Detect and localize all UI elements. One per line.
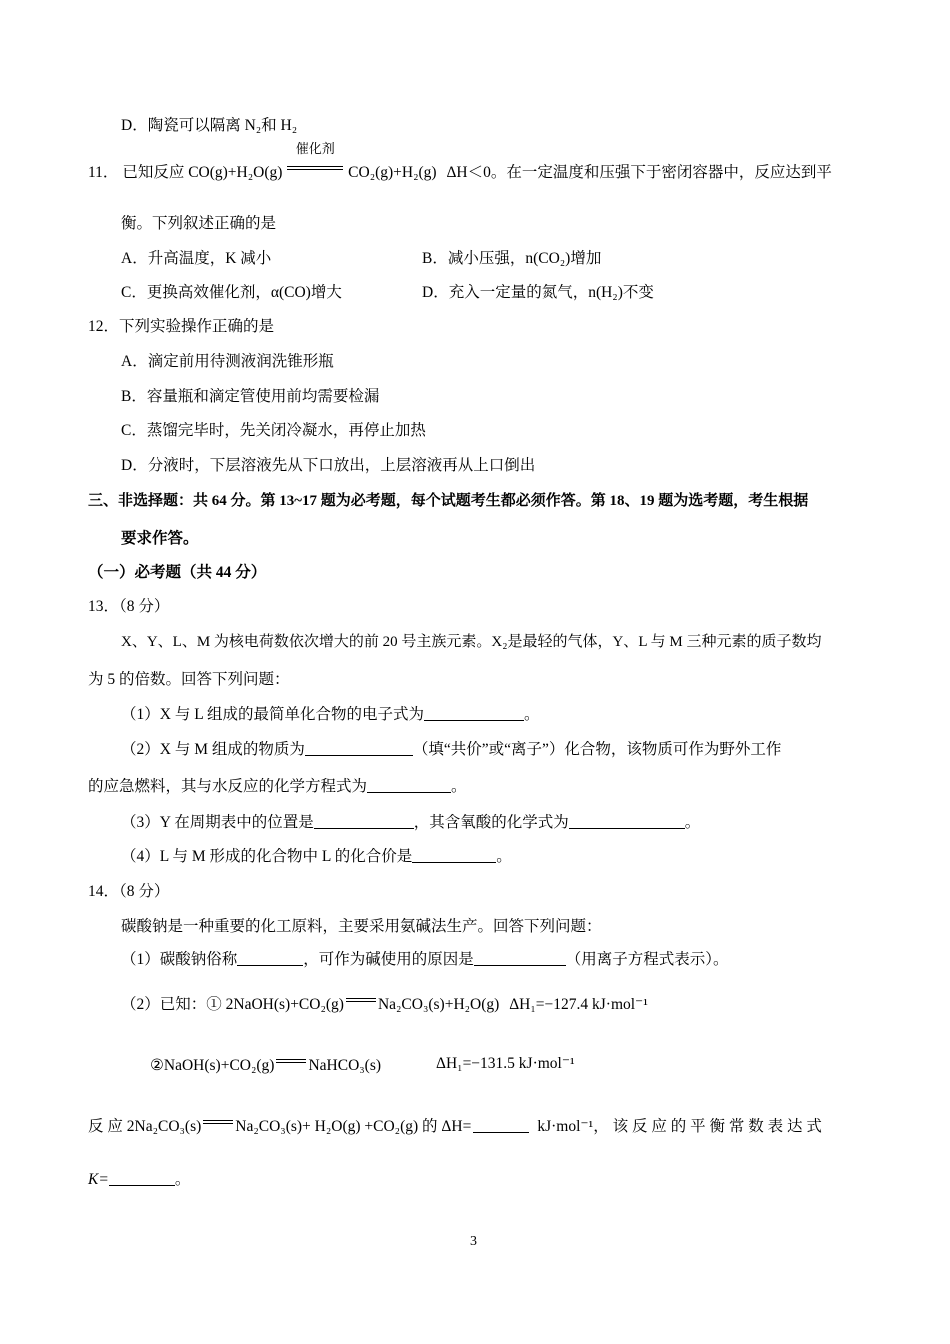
reaction2-reactants: ②NaOH(s)+CO₂(g): [150, 1057, 275, 1074]
reaction3-products: Na₂CO₃(s)+ H₂O(g) +CO₂(g) 的 ΔH=: [235, 1118, 472, 1135]
equals-sign: [346, 993, 376, 1007]
q14-heading: 14．（8 分）: [88, 883, 170, 900]
q14-intro: 碳酸钠是一种重要的化工原料，主要采用氨碱法生产。回答下列问题：: [121, 918, 602, 935]
q12-option-a: A．滴定前用待测液润洗锥形瓶: [121, 353, 334, 370]
q13-part1-end: 。: [523, 706, 540, 723]
answer-blank[interactable]: [569, 813, 685, 829]
q13-part2-cont: [88, 777, 467, 797]
q11-option-b: B．减小压强，n(CO₂)增加: [422, 250, 602, 267]
page-number: 3: [470, 1234, 477, 1249]
q13-part3-text: （3）Y 在周期表中的位置是: [121, 814, 314, 831]
q13-intro-line1: X、Y、L、M 为核电荷数依次增大的前 20 号主族元素。X₂是最轻的气体，Y、L 与 M 三种元素的质子数均: [121, 634, 822, 650]
q13-part1: [121, 705, 539, 725]
answer-blank[interactable]: [305, 740, 413, 756]
q13-intro-line2: 为 5 的倍数。回答下列问题：: [88, 671, 290, 688]
equals-sign: [276, 1054, 306, 1068]
q12-option-d: D．分液时，下层溶液先从下口放出，上层溶液再从上口倒出: [121, 457, 536, 474]
q14-part1: [121, 950, 729, 970]
answer-blank[interactable]: [314, 813, 414, 829]
k-label: K=: [88, 1171, 109, 1188]
reaction2-enthalpy: ΔH₁=−131.5 kJ·mol⁻¹: [436, 1055, 575, 1072]
q12-option-c: C．蒸馏完毕时，先关闭冷凝水，再停止加热: [121, 422, 426, 439]
q11-condition: ΔH＜0。在一定温度和压强下于密闭容器中，反应达到平: [446, 164, 832, 181]
reaction1-enthalpy: ΔH₁=−127.4 kJ·mol⁻¹: [509, 996, 648, 1013]
q11-stem-line1: [88, 141, 832, 183]
q14-reaction1: [121, 993, 648, 1015]
q13-part2-text: （2）X 与 M 组成的物质为: [121, 741, 305, 758]
q11-option-c: C．更换高效催化剂，α(CO)增大: [121, 284, 342, 301]
answer-blank[interactable]: [367, 777, 451, 793]
q13-part3: [121, 813, 700, 833]
q14-part1-text2: ，可作为碱使用的原因是: [303, 951, 474, 968]
answer-blank[interactable]: [412, 847, 496, 863]
answer-blank[interactable]: [237, 950, 303, 966]
q14-k-expression: [88, 1170, 190, 1190]
reaction3-tail: kJ·mol⁻¹， 该 反 应 的 平 衡 常 数 表 达 式: [537, 1118, 822, 1135]
q11-option-a: A．升高温度，K 减小: [121, 250, 272, 267]
q13-heading: 13．（8 分）: [88, 598, 170, 615]
q11-stem-line2: 衡。下列叙述正确的是: [121, 215, 277, 232]
reaction3-reactants: 反 应 2Na₂CO₃(s): [88, 1118, 202, 1135]
q13-part3-end: 。: [684, 814, 701, 831]
reaction2-products: NaHCO₃(s): [308, 1057, 382, 1074]
catalyst-arrow: [287, 141, 343, 175]
q11-number: 11．: [88, 164, 119, 181]
q14-part1-text: （1）碳酸钠俗称: [121, 951, 238, 968]
q13-part2-end: 。: [451, 778, 467, 795]
section3-heading-line1: 三、非选择题：共 64 分。第 13~17 题为必考题，每个试题考生都必须作答。第 18、19 题为选考题，考生根据: [88, 493, 809, 509]
q13-part2-text3: 的应急燃料，其与水反应的化学方程式为: [88, 778, 368, 795]
reaction1-reactants: （2）已知：① 2NaOH(s)+CO₂(g): [121, 996, 344, 1013]
answer-blank[interactable]: [474, 950, 566, 966]
q13-part4: [121, 847, 512, 867]
q14-reaction3: [88, 1115, 822, 1137]
q13-part1-text: （1）X 与 L 组成的最简单化合物的电子式为: [121, 706, 424, 723]
q14-part1-end: （用离子方程式表示）。: [565, 951, 729, 968]
catalyst-label: 催化剂: [295, 141, 335, 156]
q13-part4-end: 。: [496, 848, 512, 865]
q13-part4-text: （4）L 与 M 形成的化合物中 L 的化合价是: [121, 848, 413, 865]
answer-blank[interactable]: [109, 1170, 175, 1186]
q12-stem: 12．下列实验操作正确的是: [88, 318, 275, 335]
answer-blank[interactable]: [424, 705, 524, 721]
reaction1-products: Na₂CO₃(s)+H₂O(g): [377, 996, 500, 1013]
q11-option-d: D．充入一定量的氮气，n(H₂)不变: [422, 284, 654, 301]
q13-part2-text2: （填“共价”或“离子”）化合物，该物质可作为野外工作: [412, 741, 782, 758]
q10-option-d: D．陶瓷可以隔离 N₂和 H₂: [121, 117, 298, 134]
q12-option-b: B．容量瓶和滴定管使用前均需要检漏: [121, 388, 380, 405]
q14-reaction2: [150, 1054, 381, 1076]
k-end: 。: [174, 1171, 191, 1188]
section3-heading-line2: 要求作答。: [121, 530, 199, 547]
q11-reactants: 已知反应 CO(g)+H₂O(g): [122, 164, 283, 181]
equals-sign: [203, 1115, 233, 1129]
answer-blank[interactable]: [473, 1117, 529, 1133]
q13-part2: [121, 740, 781, 760]
section3-subheading: （一）必考题（共 44 分）: [88, 564, 267, 581]
q11-products: CO₂(g)+H₂(g): [348, 164, 437, 181]
q13-part3-text2: ，其含氧酸的化学式为: [413, 814, 569, 831]
